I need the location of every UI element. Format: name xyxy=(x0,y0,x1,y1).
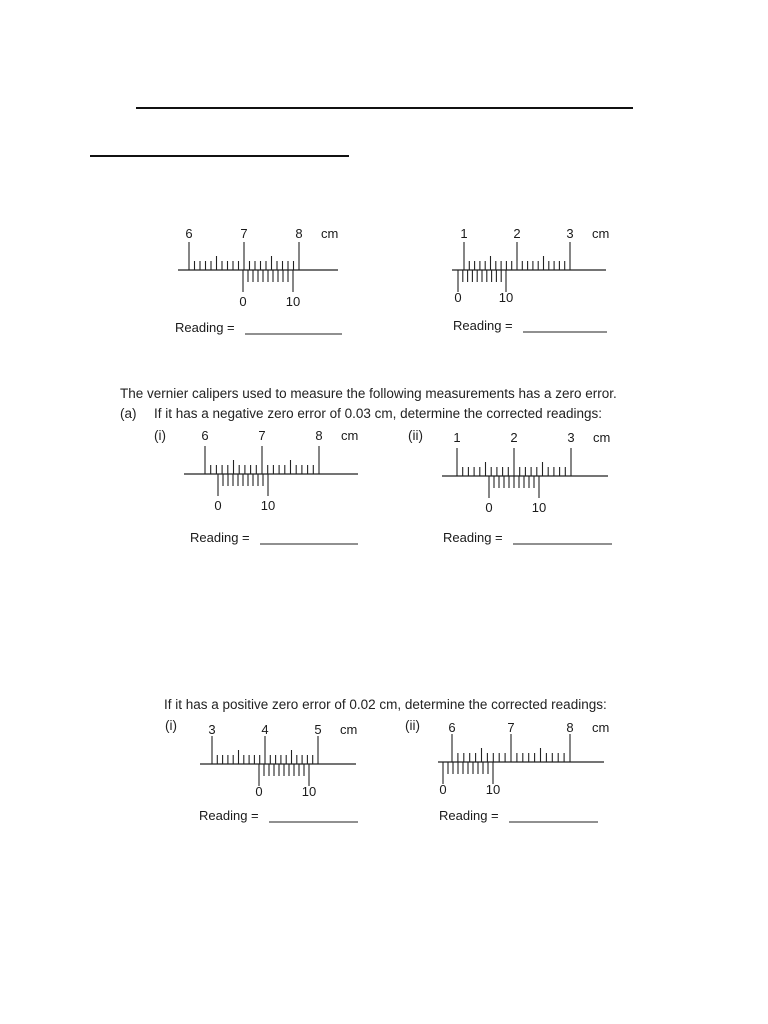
positive-error-question: If it has a positive zero error of 0.02 cm, determine the corrected readings: xyxy=(164,697,607,712)
reading-label: Reading = xyxy=(190,530,250,545)
zero-error-intro: The vernier calipers used to measure the following measurements has a zero error. xyxy=(120,386,617,401)
reading-label: Reading = xyxy=(439,808,499,823)
vernier-scale-label: 0 xyxy=(255,784,263,799)
unit-label: cm xyxy=(340,722,358,737)
unit-label: cm xyxy=(592,226,610,241)
main-scale-label: 2 xyxy=(510,430,518,445)
part-a-label: (a) xyxy=(120,406,137,421)
vernier-scale-label: 10 xyxy=(260,498,276,513)
unit-label: cm xyxy=(341,428,359,443)
vernier-scale-label: 0 xyxy=(239,294,247,309)
vernier-scale-label: 0 xyxy=(214,498,222,513)
main-scale-label: 2 xyxy=(513,226,521,241)
vernier-scale-label: 0 xyxy=(439,782,447,797)
main-scale-label: 7 xyxy=(240,226,248,241)
part-a-question: If it has a negative zero error of 0.03 cm, determine the corrected readings: xyxy=(154,406,602,421)
caliper-b-ii xyxy=(436,716,616,836)
caliper-a-i xyxy=(178,424,368,554)
part-a-i-label: (i) xyxy=(154,428,166,443)
main-scale-label: 3 xyxy=(208,722,216,737)
reading-label: Reading = xyxy=(199,808,259,823)
main-scale-label: 7 xyxy=(258,428,266,443)
caliper-b-i xyxy=(196,716,366,836)
unit-label: cm xyxy=(593,430,611,445)
title-rule xyxy=(136,107,633,109)
vernier-scale-label: 0 xyxy=(485,500,493,515)
main-scale-label: 6 xyxy=(185,226,193,241)
vernier-scale-label: 10 xyxy=(285,294,301,309)
caliper-a-ii xyxy=(440,424,620,554)
unit-label: cm xyxy=(321,226,339,241)
main-scale-label: 7 xyxy=(507,720,515,735)
main-scale-label: 6 xyxy=(448,720,456,735)
part-a-ii-label: (ii) xyxy=(408,428,423,443)
reading-label: Reading = xyxy=(175,320,235,335)
vernier-scale-label: 10 xyxy=(485,782,501,797)
reading-label: Reading = xyxy=(453,318,513,333)
part-b-ii-label: (ii) xyxy=(405,718,420,733)
subtitle-rule xyxy=(90,155,349,157)
main-scale-label: 1 xyxy=(453,430,461,445)
vernier-scale-label: 10 xyxy=(301,784,317,799)
caliper-s1-1 xyxy=(170,218,370,348)
main-scale-label: 6 xyxy=(201,428,209,443)
vernier-scale-label: 10 xyxy=(531,500,547,515)
part-b-i-label: (i) xyxy=(165,718,177,733)
main-scale-label: 8 xyxy=(566,720,574,735)
vernier-scale-label: 10 xyxy=(498,290,514,305)
caliper-s1-2 xyxy=(444,218,624,348)
main-scale-label: 1 xyxy=(460,226,468,241)
main-scale-label: 3 xyxy=(567,430,575,445)
main-scale-label: 8 xyxy=(315,428,323,443)
vernier-scale-label: 0 xyxy=(454,290,462,305)
main-scale-label: 8 xyxy=(295,226,303,241)
main-scale-label: 3 xyxy=(566,226,574,241)
main-scale-label: 5 xyxy=(314,722,322,737)
unit-label: cm xyxy=(592,720,610,735)
main-scale-label: 4 xyxy=(261,722,269,737)
reading-label: Reading = xyxy=(443,530,503,545)
